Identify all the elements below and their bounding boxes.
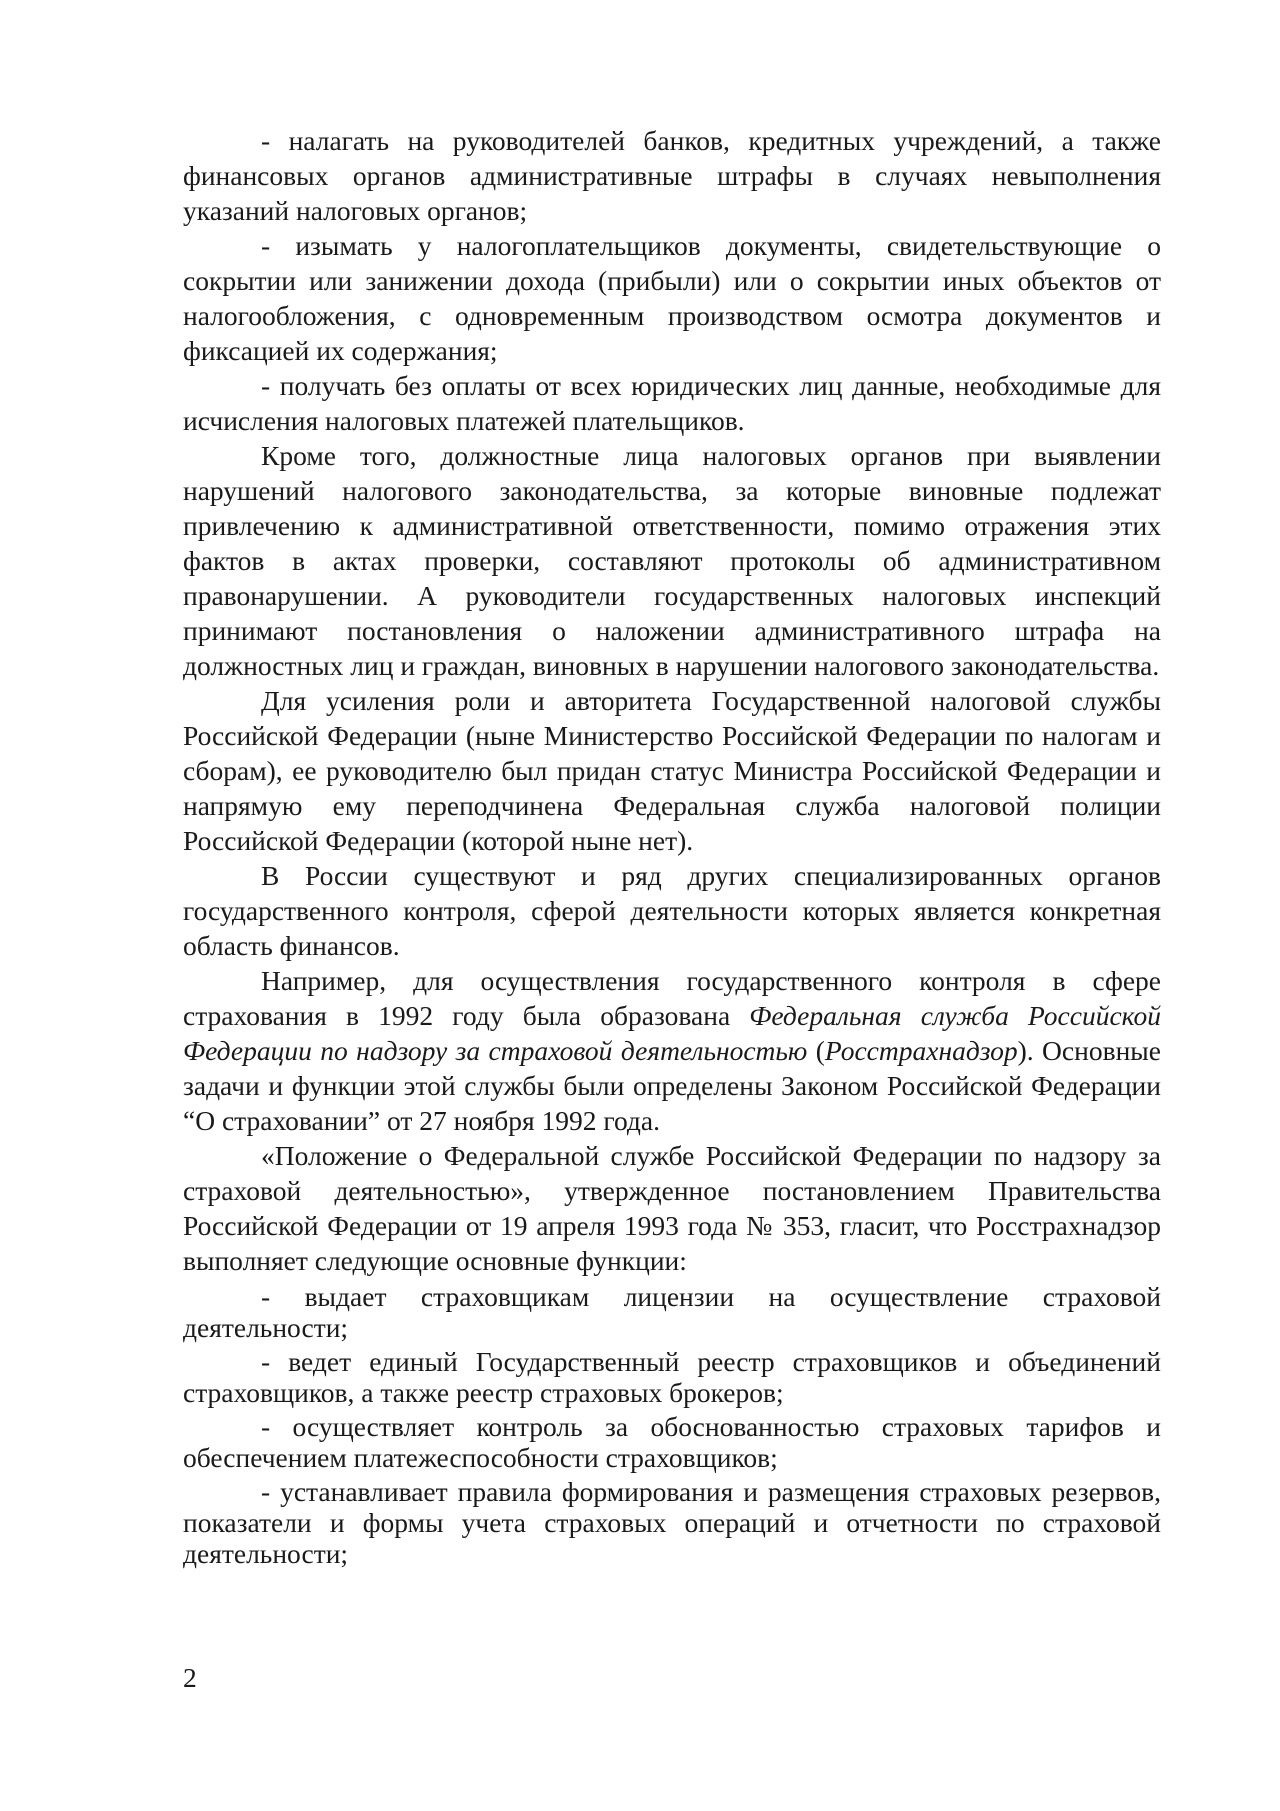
paragraph-specialized-bodies: В России существуют и ряд других специализированных органов государственного контроля, сферой деятельности которых является конкретная область финансов. [183, 860, 1161, 961]
page-number: 2 [183, 1662, 197, 1693]
paragraph-regulation: «Положение о Федеральной службе Российской Федерации по надзору за страховой деятельностью», утвержденное постановлением Правительства Российской Федерации от 19 апреля 1993 года № 353, гласит, что Росстрахнадзор выполняет следующие основные функции: [183, 1140, 1161, 1276]
list-item-registry: - ведет единый Государственный реестр страховщиков и объединений страховщиков, а также реестр страховых брокеров; [183, 1346, 1161, 1408]
italic-service-name: Федеральная служба Российской Федерации по надзору за страховой деятельностью [183, 1000, 1161, 1066]
list-item-licensing: - выдает страховщикам лицензии на осуществление страховой деятельности; [183, 1281, 1161, 1343]
italic-abbreviation: Росстрахнадзор [824, 1035, 1018, 1066]
paragraph-insurance-supervision [183, 963, 1161, 1138]
text-run: Например, для осуществления государственного контроля в сфере страхования в 1992 году была образована [183, 965, 1161, 1031]
paragraph-tax-service-status: Для усиления роли и авторитета Государственной налоговой службы Российской Федерации (ныне Министерство Российской Федерации по налогам и сборам), ее руководителю был придан статус Министра Российской Федерации и напрямую ему переподчинена Федеральная служба налоговой полиции Российской Федерации (которой ныне нет). [183, 685, 1161, 856]
body-text [183, 123, 1161, 1569]
list-item-reserves: - устанавливает правила формирования и размещения страховых резервов, показатели и формы учета страховых операций и отчетности по страховой деятельности; [183, 1476, 1161, 1569]
list-item-tariff-control: - осуществляет контроль за обоснованностью страховых тарифов и обеспечением платежеспособности страховщиков; [183, 1411, 1161, 1473]
paragraph-free-data: - получать без оплаты от всех юридических лиц данные, необходимые для исчисления налоговых платежей плательщиков. [183, 370, 1161, 436]
paragraph-tax-fines: - налагать на руководителей банков, кредитных учреждений, а также финансовых органов административные штрафы в случаях невыполнения указаний налоговых органов; [183, 125, 1161, 226]
paragraph-administrative-liability: Кроме того, должностные лица налоговых органов при выявлении нарушений налогового законодательства, за которые виновные подлежат привлечению к административной ответственности, помимо отражения этих фактов в актах проверки, составляют протоколы об административном правонарушении. А руководители государственных налоговых инспекций принимают постановления о наложении административного штрафа на должностных лиц и граждан, виновных в нарушении налогового законодательства. [183, 440, 1161, 681]
text-run: ( [807, 1035, 825, 1066]
paragraph-document-seizure: - изымать у налогоплательщиков документы, свидетельствующие о сокрытии или занижении дохода (прибыли) или о сокрытии иных объектов от налогообложения, с одновременным производством осмотра документов и фиксацией их содержания; [183, 230, 1161, 366]
text-run: ). Основные задачи и функции этой службы были определены Законом Российской Федерации “О страховании” от 27 ноября 1992 года. [183, 1035, 1161, 1136]
